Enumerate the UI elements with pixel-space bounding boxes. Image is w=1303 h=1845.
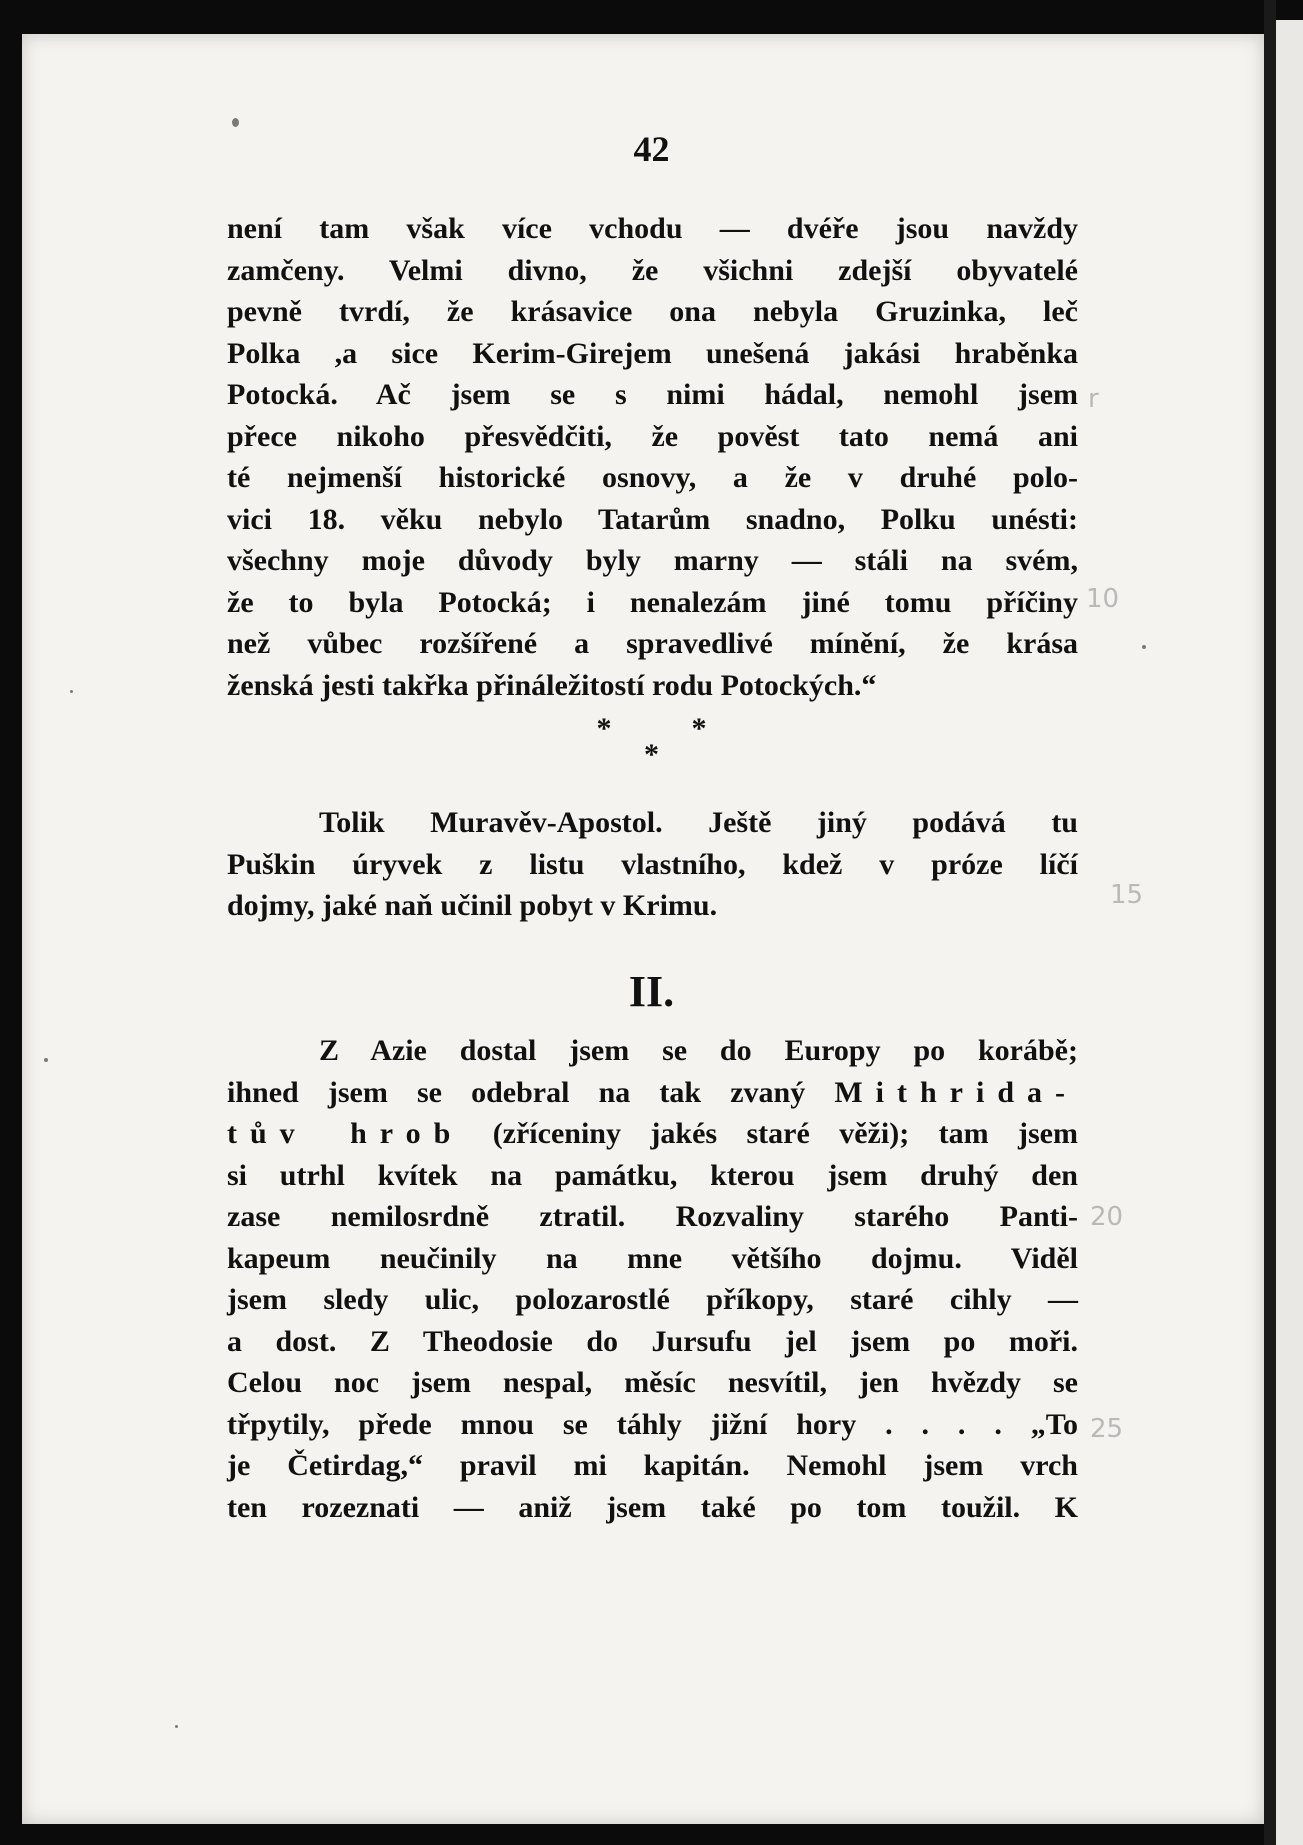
separator-star: * bbox=[644, 738, 659, 771]
section-heading: II. bbox=[628, 967, 675, 1016]
margin-note: 10 bbox=[1086, 584, 1120, 614]
text-line: a dost. Z Theodosie do Jursufu jel jsem po moři. bbox=[227, 1324, 1078, 1358]
paragraph-3 bbox=[227, 1030, 1078, 1528]
text-line: Tolik Muravěv-Apostol. Ještě jiný podává tu bbox=[319, 806, 1078, 839]
text-line: zamčeny. Velmi divno, že všichni zdejší obyvatelé bbox=[227, 253, 1078, 287]
spaced-name: tův hrob bbox=[227, 1117, 464, 1150]
text-line: ženská jesti takřka přináležitostí rodu Potockých.“ bbox=[227, 668, 877, 702]
text-line: si utrhl kvítek na památku, kterou jsem druhý den bbox=[227, 1158, 1078, 1192]
text-line: jsem sledy ulic, polozarostlé příkopy, staré cihly — bbox=[227, 1283, 1078, 1316]
page-number: 42 bbox=[633, 129, 670, 169]
text-line: než vůbec rozšířené a spravedlivé mínění, že krása bbox=[227, 627, 1078, 660]
text-line: zase nemilosrdně ztratil. Rozvaliny starého Panti- bbox=[227, 1200, 1078, 1233]
speck bbox=[232, 118, 239, 127]
separator-bottom bbox=[0, 738, 1303, 772]
text-line: Z Azie dostal jsem se do Europy po korábě; bbox=[319, 1034, 1078, 1067]
speck bbox=[70, 690, 73, 693]
text-line: Potocká. Ač jsem se s nimi hádal, nemohl jsem bbox=[227, 378, 1078, 411]
margin-note: 20 bbox=[1090, 1202, 1124, 1232]
text-line: že to byla Potocká; i nenalezám jiné tomu příčiny bbox=[227, 585, 1078, 619]
text-line: dojmy, jaké naň učinil pobyt v Krimu. bbox=[227, 889, 718, 922]
text-line: přece nikoho přesvědčiti, že pověst tato nemá ani bbox=[227, 419, 1078, 453]
separator-star: * bbox=[691, 712, 707, 745]
text-line: Polka ,a sice Kerim-Girejem unešená jakási hraběnka bbox=[227, 336, 1078, 370]
text-line bbox=[227, 1113, 1078, 1155]
paragraph-1 bbox=[227, 208, 1078, 706]
spaced-name: Mithrida- bbox=[834, 1075, 1078, 1109]
separator-star: * bbox=[596, 712, 612, 745]
text-line bbox=[227, 1072, 1078, 1114]
text-line: té nejmenší historické osnovy, a že v druhé polo- bbox=[227, 461, 1078, 494]
text-line: není tam však více vchodu — dvéře jsou navždy bbox=[227, 212, 1078, 245]
book-gutter bbox=[1264, 0, 1276, 1845]
margin-note: r bbox=[1088, 384, 1099, 414]
text-line: třpytily, přede mnou se táhly jižní hory . . . . „To bbox=[227, 1407, 1078, 1441]
adjacent-page-edge bbox=[1276, 20, 1303, 1845]
paragraph-2 bbox=[227, 802, 1078, 927]
speck bbox=[175, 1725, 178, 1728]
text-line: vici 18. věku nebylo Tatarům snadno, Polku unésti: bbox=[227, 502, 1078, 536]
text-line: ten rozeznati — aniž jsem také po tom toužil. K bbox=[227, 1490, 1078, 1524]
text-line: Puškin úryvek z listu vlastního, kdež v próze líčí bbox=[227, 847, 1078, 881]
text-line: pevně tvrdí, že krásavice ona nebyla Gruzinka, leč bbox=[227, 295, 1078, 328]
text-line: všechny moje důvody byly marny — stáli na svém, bbox=[227, 544, 1078, 577]
text-fragment: (zříceniny jakés staré věži); tam jsem bbox=[492, 1117, 1078, 1150]
margin-note: 15 bbox=[1110, 880, 1144, 910]
text-line: Celou noc jsem nespal, měsíc nesvítil, jen hvězdy se bbox=[227, 1366, 1078, 1399]
text-line: kapeum neučinily na mne většího dojmu. Viděl bbox=[227, 1241, 1078, 1275]
text-line: je Četirdag,“ pravil mi kapitán. Nemohl jsem vrch bbox=[227, 1449, 1078, 1482]
speck bbox=[1142, 645, 1146, 649]
text-fragment: ihned jsem se odebral na tak zvaný bbox=[227, 1075, 806, 1109]
margin-note: 25 bbox=[1090, 1414, 1124, 1444]
speck bbox=[44, 1058, 48, 1062]
